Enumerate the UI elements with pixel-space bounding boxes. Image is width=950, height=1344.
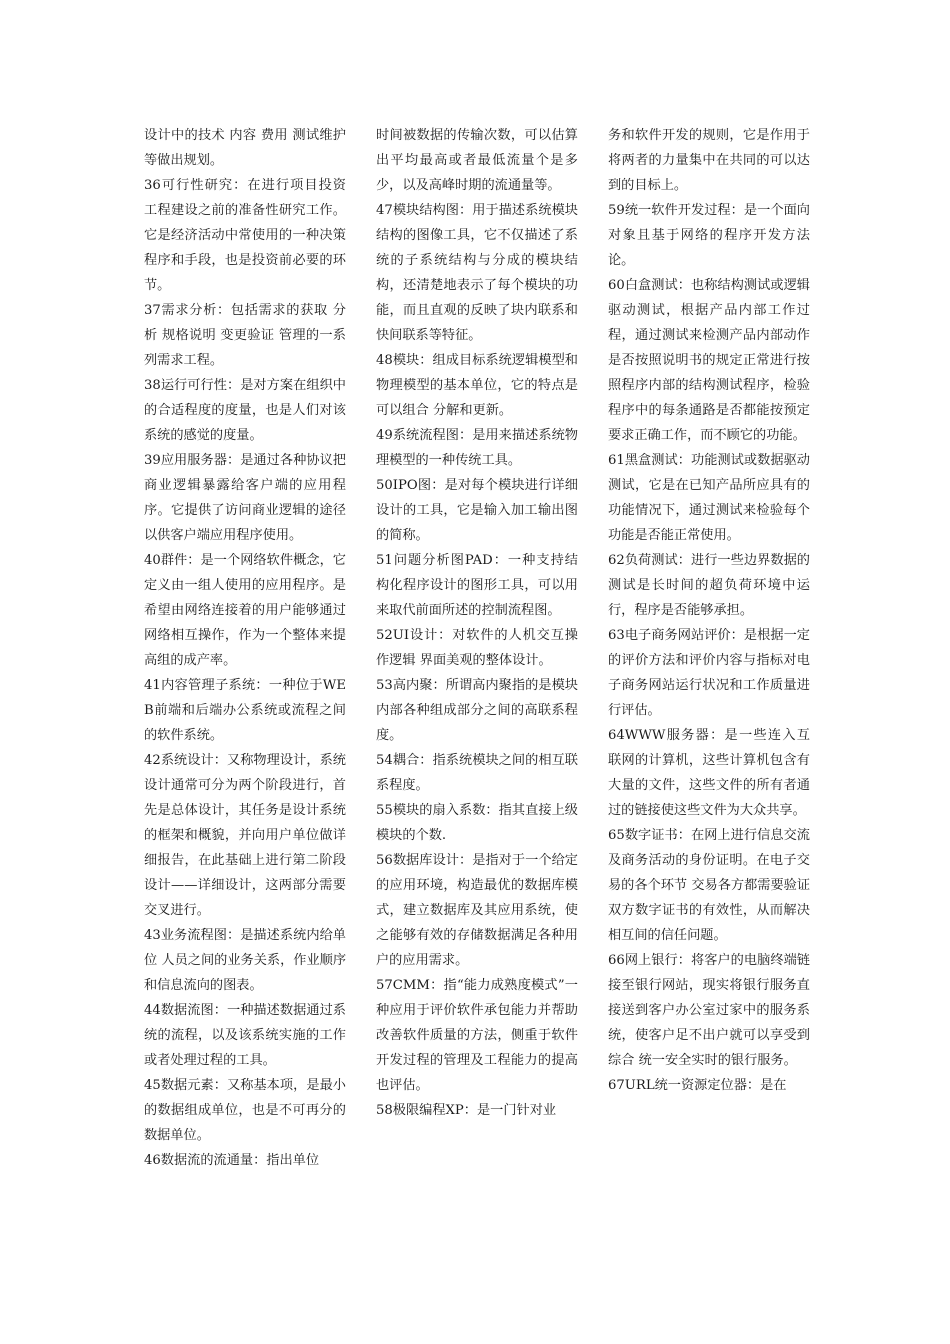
- paragraph: 36可行性研究：在进行项目投资 工程建设之前的准备性研究工作。它是经济活动中常使用的一种决策程序和手段，也是投资前必要的环节。: [144, 178, 346, 293]
- paragraph: 60白盒测试：也称结构测试或逻辑驱动测试，根据产品内部工作过程，通过测试来检测产品内部动作是否按照说明书的规定正常进行按照程序内部的结构测试程序，检验程序中的每条通路是否都能按预定要求正确工作，而不顾它的功能。: [608, 278, 810, 443]
- paragraph: 63电子商务网站评价：是根据一定的评价方法和评价内容与指标对电子商务网站运行状况和工作质量进行评估。: [608, 628, 810, 718]
- paragraph: 37需求分析：包括需求的获取 分析 规格说明 变更验证 管理的一系列需求工程。: [144, 303, 346, 368]
- paragraph: 53高内聚：所谓高内聚指的是模块内部各种组成部分之间的高联系程度。: [376, 678, 578, 743]
- paragraph: 务和软件开发的规则，它是作用于将两者的力量集中在共同的可以达到的目标上。: [608, 128, 810, 193]
- paragraph: 39应用服务器：是通过各种协议把商业逻辑暴露给客户端的应用程序。它提供了访问商业逻辑的途径以供客户端应用程序使用。: [144, 453, 346, 543]
- text-column-1: [144, 123, 346, 1173]
- paragraph: 58极限编程XP：是一门针对业: [376, 1103, 557, 1118]
- paragraph: 46数据流的流通量：指出单位: [144, 1153, 320, 1168]
- paragraph: 56数据库设计：是指对于一个给定的应用环境，构造最优的数据库模式，建立数据库及其应用系统，使之能够有效的存储数据满足各种用户的应用需求。: [376, 853, 578, 968]
- paragraph: 40群件：是一个网络软件概念，它定义由一组人使用的应用程序。是希望由网络连接着的用户能够通过网络相互操作，作为一个整体来提高组的成产率。: [144, 553, 346, 668]
- paragraph: 47模块结构图：用于描述系统模块结构的图像工具，它不仅描述了系统的子系统结构与分成的模块结构，还清楚地表示了每个模块的功能，而且直观的反映了块内联系和快间联系等特征。: [376, 203, 578, 343]
- text-column-3: [608, 123, 810, 1098]
- paragraph: 66网上银行：将客户的电脑终端链接至银行网站，现实将银行服务直接送到客户办公室过家中的服务系统，使客户足不出户就可以享受到综合 统一安全实时的银行服务。: [608, 953, 810, 1068]
- paragraph: 50IPO图：是对每个模块进行详细设计的工具，它是输入加工输出图的简称。: [376, 478, 578, 543]
- paragraph: 65数字证书：在网上进行信息交流及商务活动的身份证明。在电子交易的各个环节 交易各方都需要验证双方数字证书的有效性，从而解决相互间的信任问题。: [608, 828, 811, 943]
- paragraph: 52UI设计：对软件的人机交互操作逻辑 界面美观的整体设计。: [376, 628, 578, 668]
- paragraph: 43业务流程图：是描述系统内给单位 人员之间的业务关系，作业顺序和信息流向的图表。: [144, 928, 347, 993]
- paragraph: 61黑盒测试：功能测试或数据驱动测试，它是在已知产品所应具有的功能情况下，通过测试来检验每个功能是否能正常使用。: [608, 453, 810, 543]
- paragraph: 38运行可行性：是对方案在组织中的合适程度的度量，也是人们对该系统的感觉的度量。: [144, 378, 346, 443]
- paragraph: 49系统流程图：是用来描述系统物理模型的一种传统工具。: [376, 428, 578, 468]
- paragraph: 时间被数据的传输次数，可以估算出平均最高或者最低流量个是多少，以及高峰时期的流通量等。: [376, 128, 578, 193]
- paragraph: 45数据元素：又称基本项，是最小的数据组成单位，也是不可再分的数据单位。: [144, 1078, 346, 1143]
- paragraph: 44数据流图：一种描述数据通过系统的流程，以及该系统实施的工作或者处理过程的工具。: [144, 1003, 346, 1068]
- text-column-2: [376, 123, 578, 1123]
- paragraph: 57CMM：指“能力成熟度模式”一种应用于评价软件承包能力并帮助改善软件质量的方法，侧重于软件开发过程的管理及工程能力的提高也评估。: [376, 978, 578, 1093]
- paragraph: 59统一软件开发过程：是一个面向对象且基于网络的程序开发方法论。: [608, 203, 810, 268]
- paragraph: 设计中的技术 内容 费用 测试维护等做出规划。: [144, 128, 346, 168]
- paragraph: 42系统设计：又称物理设计，系统设计通常可分为两个阶段进行，首先是总体设计，其任务是设计系统的框架和概貌，并向用户单位做详细报告，在此基础上进行第二阶段设计——详细设计，这两部分需要交叉进行。: [144, 753, 346, 918]
- paragraph: 55模块的扇入系数：指其直接上级模块的个数.: [376, 803, 578, 843]
- paragraph: 48模块：组成目标系统逻辑模型和物理模型的基本单位，它的特点是可以组合 分解和更新。: [376, 353, 578, 418]
- paragraph: 67URL统一资源定位器：是在: [608, 1078, 787, 1093]
- paragraph: 51问题分析图PAD：一种支持结构化程序设计的图形工具，可以用来取代前面所述的控制流程图。: [376, 553, 578, 618]
- paragraph: 62负荷测试：进行一些边界数据的测试是长时间的超负荷环境中运行，程序是否能够承担。: [608, 553, 810, 618]
- paragraph: 41内容管理子系统：一种位于WEB前端和后端办公系统或流程之间的软件系统。: [144, 678, 346, 743]
- paragraph: 64WWW服务器：是一些连入互联网的计算机，这些计算机包含有大量的文件，这些文件的所有者通过的链接使这些文件为大众共享。: [608, 728, 810, 818]
- paragraph: 54耦合：指系统模块之间的相互联系程度。: [376, 753, 578, 793]
